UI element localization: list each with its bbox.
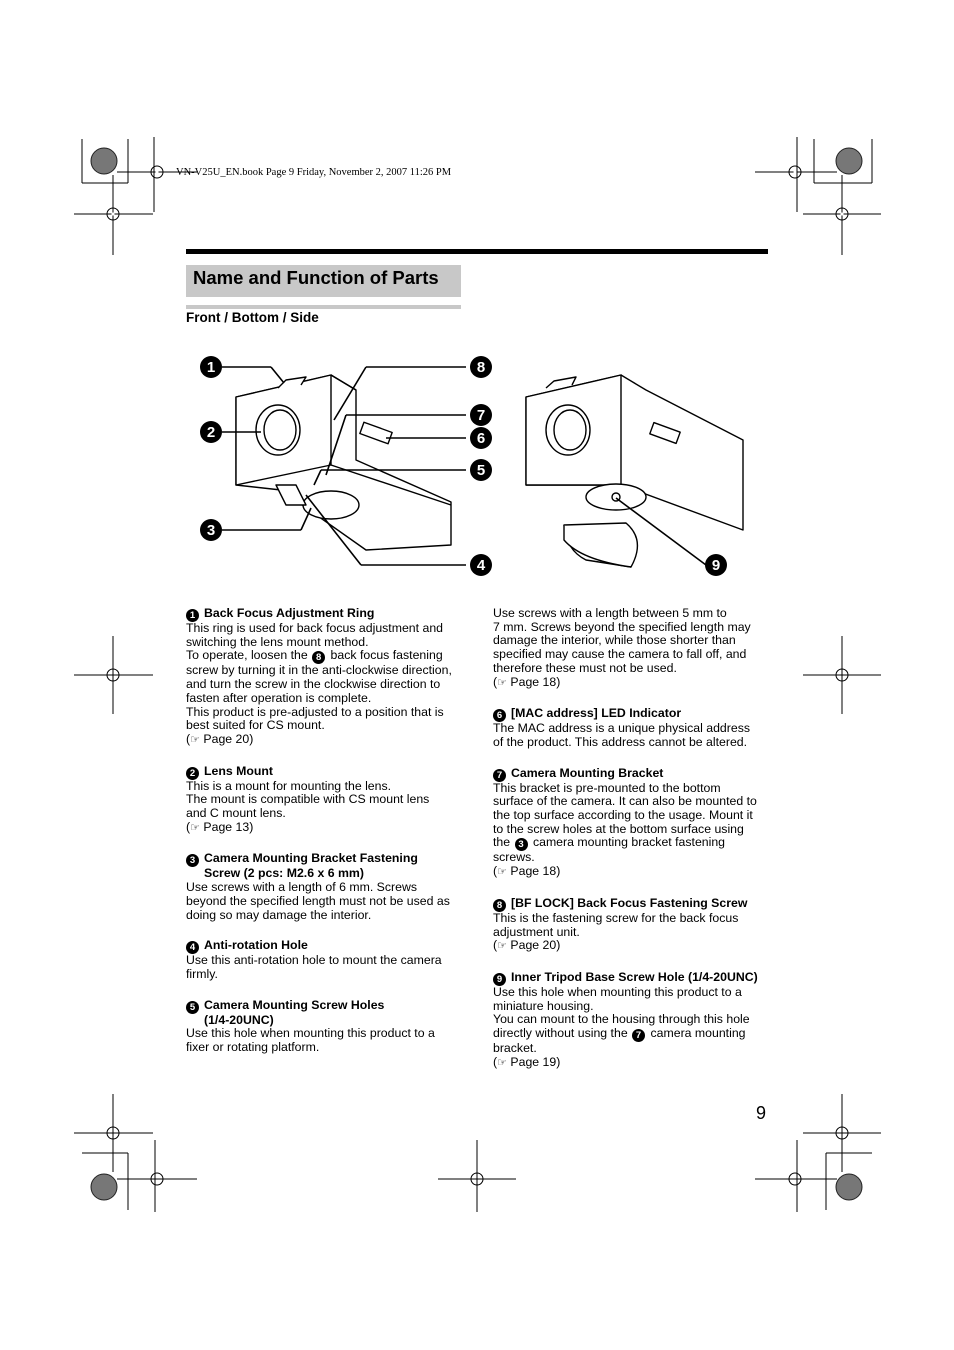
body-line: directly without using the 7 camera mounting <box>493 1026 746 1042</box>
page-reference: (☞ Page 13) <box>186 819 254 834</box>
item-title: Lens Mount <box>204 763 273 778</box>
page-reference: (☞ Page 18) <box>493 674 561 689</box>
number-badge: 4 <box>186 941 199 954</box>
item-heading <box>186 852 466 881</box>
body-line: beyond the specified length must not be used as <box>186 893 450 908</box>
item-title: Back Focus Adjustment Ring <box>204 606 375 620</box>
item-heading <box>493 971 773 986</box>
number-badge: 1 <box>186 609 199 622</box>
number-badge: 7 <box>632 1029 645 1042</box>
body-line: best suited for CS mount. <box>186 718 325 733</box>
item-heading <box>493 897 773 912</box>
item-title: Anti-rotation Hole <box>204 938 308 953</box>
top-rule <box>186 249 768 254</box>
left-column <box>186 607 466 1072</box>
body-line: specified may cause the camera to fall off, and <box>493 647 747 662</box>
right-column <box>493 607 773 1087</box>
callout-9: 9 <box>711 557 721 574</box>
item-title: [BF LOCK] Back Focus Fastening Screw <box>511 895 748 910</box>
item-anti-rotation-hole <box>186 939 466 981</box>
callout-3: 3 <box>206 522 216 539</box>
number-badge: 2 <box>186 767 199 780</box>
body-line: Use this anti-rotation hole to mount the camera <box>186 953 442 968</box>
number-badge: 9 <box>493 973 506 986</box>
number-badge: 3 <box>515 838 528 851</box>
body-line: therefore these must not be used. <box>493 660 677 675</box>
item-heading <box>186 765 466 780</box>
item-heading <box>186 939 466 954</box>
item-camera-mounting-bracket <box>493 767 773 880</box>
body-line: The mount is compatible with CS mount lens <box>186 792 430 807</box>
body-line: This ring is used for back focus adjustment and <box>186 621 443 635</box>
number-badge: 6 <box>493 709 506 722</box>
callout-7: 7 <box>476 407 486 424</box>
pointing-hand-icon: ☞ <box>190 733 200 746</box>
item-title: [MAC address] LED Indicator <box>511 706 682 721</box>
body-line: Use screws with a length between 5 mm to <box>493 606 727 620</box>
body-line: adjustment unit. <box>493 924 580 939</box>
number-badge: 3 <box>186 854 199 867</box>
book-header-line: VN-V25U_EN.book Page 9 Friday, November 2, 2007 11:26 PM <box>176 167 452 178</box>
page-number: 9 <box>756 1103 767 1123</box>
body-line: Use this hole when mounting this product to a <box>493 984 742 999</box>
item-lens-mount <box>186 765 466 836</box>
callout-1: 1 <box>206 359 216 376</box>
body-line: Use this hole when mounting this product to a <box>186 1026 435 1041</box>
item-bracket-fastening-screw <box>186 852 466 922</box>
body-line: and C mount lens. <box>186 806 286 821</box>
section-subhead: Front / Bottom / Side <box>186 310 319 325</box>
item-title: Inner Tripod Base Screw Hole (1/4-20UNC) <box>511 969 758 984</box>
item-mac-led-indicator <box>493 707 773 749</box>
item-title-2: (1/4-20UNC) <box>204 1012 274 1027</box>
item-heading <box>493 767 773 782</box>
title-underline <box>186 305 461 309</box>
body-line: 7 mm. Screws beyond the specified length may <box>493 619 751 634</box>
number-badge: 8 <box>493 899 506 912</box>
body-line: This is a mount for mounting the lens. <box>186 778 392 793</box>
body-line: switching the lens mount method. <box>186 634 369 649</box>
item-heading <box>493 707 773 722</box>
item-heading <box>186 999 466 1028</box>
item-bf-lock-screw <box>493 897 773 954</box>
body-line: screw by turning it in the anti-clockwise direction, <box>186 663 452 678</box>
page-reference: (☞ Page 19) <box>493 1054 561 1069</box>
number-badge: 8 <box>312 651 325 664</box>
pointing-hand-icon: ☞ <box>497 676 507 689</box>
item-tripod-screw-hole <box>493 971 773 1071</box>
body-line: Use screws with a length of 6 mm. Screws <box>186 880 417 895</box>
callout-5: 5 <box>476 462 486 479</box>
body-line: the 3 camera mounting bracket fastening <box>493 835 726 851</box>
item-mounting-screw-holes <box>186 999 466 1055</box>
body-line: The MAC address is a unique physical address <box>493 721 750 736</box>
body-line: fasten after operation is complete. <box>186 690 372 705</box>
body-line: This bracket is pre-mounted to the bottom <box>493 780 721 795</box>
item-title: Camera Mounting Bracket Fastening <box>204 851 418 866</box>
pointing-hand-icon: ☞ <box>190 821 200 834</box>
item-back-focus-ring <box>186 607 466 748</box>
body-line: This is the fastening screw for the back focus <box>493 910 739 925</box>
item-mounting-screw-holes-continued <box>493 607 773 690</box>
body-line: surface of the camera. It can also be mounted to <box>493 794 757 809</box>
item-heading <box>186 607 466 622</box>
page-reference: (☞ Page 20) <box>186 731 254 746</box>
callout-4: 4 <box>476 557 486 574</box>
camera-diagram <box>186 345 746 585</box>
pointing-hand-icon: ☞ <box>497 1056 507 1069</box>
body-line: and turn the screw in the clockwise direction to <box>186 677 441 692</box>
body-line: This product is pre-adjusted to a position that is <box>186 704 444 719</box>
number-badge: 5 <box>186 1001 199 1014</box>
body-line: screws. <box>493 850 535 865</box>
page-title: Name and Function of Parts <box>193 267 439 288</box>
body-line: To operate, loosen the 8 back focus fastening <box>186 648 443 664</box>
callout-2: 2 <box>206 424 216 441</box>
pointing-hand-icon: ☞ <box>497 940 507 953</box>
body-line: damage the interior, while those shorter than <box>493 633 736 648</box>
body-line: fixer or rotating platform. <box>186 1040 320 1055</box>
number-badge: 7 <box>493 769 506 782</box>
body-line: firmly. <box>186 966 218 981</box>
body-line: doing so may damage the interior. <box>186 907 372 922</box>
item-title-2: Screw (2 pcs: M2.6 x 6 mm) <box>204 866 364 881</box>
body-line: to the screw holes at the bottom surface using <box>493 821 744 836</box>
body-line: of the product. This address cannot be altered. <box>493 734 748 749</box>
item-title: Camera Mounting Bracket <box>511 765 664 780</box>
body-line: bracket. <box>493 1041 537 1056</box>
body-line: the top surface according to the usage. Mount it <box>493 808 753 823</box>
body-line: You can mount to the housing through this hole <box>493 1012 750 1027</box>
pointing-hand-icon: ☞ <box>497 866 507 879</box>
body-line: miniature housing. <box>493 998 594 1013</box>
page-reference: (☞ Page 20) <box>493 938 561 953</box>
callout-6: 6 <box>476 430 486 447</box>
page-reference: (☞ Page 18) <box>493 864 561 879</box>
item-title: Camera Mounting Screw Holes <box>204 997 385 1012</box>
callout-8: 8 <box>476 359 486 376</box>
